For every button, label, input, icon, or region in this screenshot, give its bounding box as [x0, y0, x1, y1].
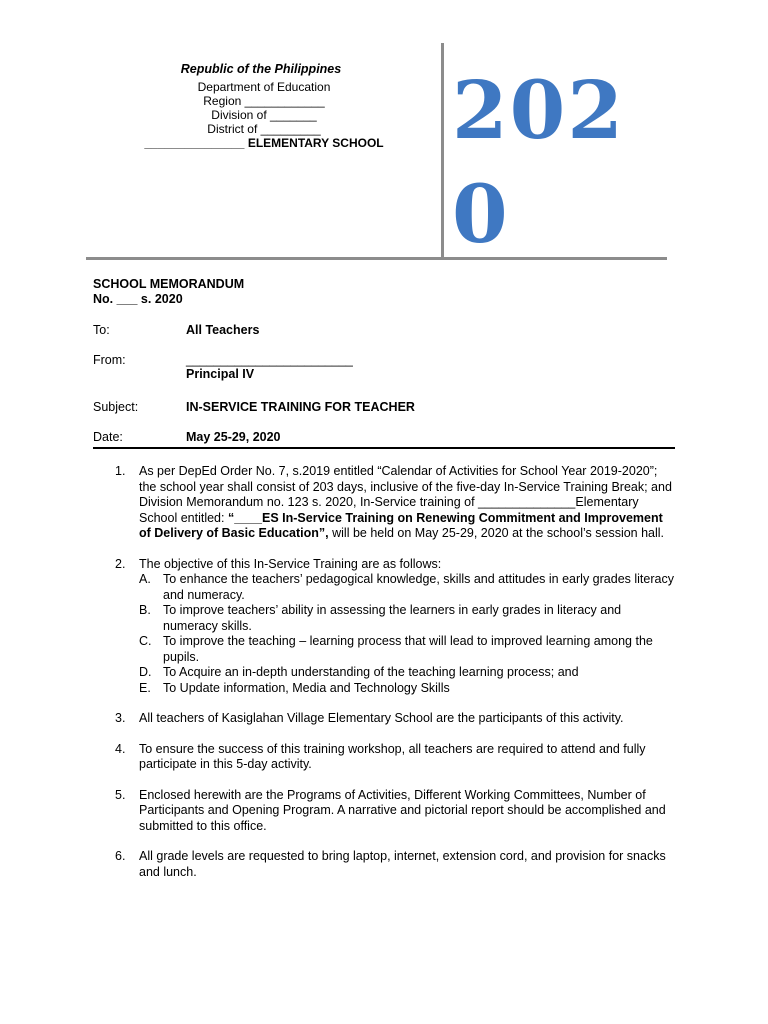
memo-title: SCHOOL MEMORANDUM — [93, 277, 245, 291]
sub-item-letter: B. — [139, 603, 151, 617]
department-line: Department of Education — [197, 80, 331, 94]
to-value: All Teachers — [186, 323, 260, 337]
list-item — [111, 557, 676, 697]
item-number: 3. — [115, 711, 126, 725]
subject-label: Subject: — [93, 400, 139, 414]
item-text: All teachers of Kasiglahan Village Elementary School are the participants of this activity. — [139, 711, 624, 725]
memo-number: No. ___ s. 2020 — [93, 292, 183, 306]
item-text: Enclosed herewith are the Programs of Activities, Different Working Committees, Number of Participants and Opening Program. A narrative and pictorial report should be accomplished and submitted to this office. — [139, 787, 666, 833]
subject-value: IN-SERVICE TRAINING FOR TEACHER — [186, 400, 415, 414]
memo-header — [93, 277, 683, 444]
sub-item-text: To improve the teaching – learning process that will lead to improved learning among the pupils. — [163, 634, 653, 664]
item-number: 6. — [115, 849, 126, 863]
memo-rule — [93, 447, 675, 449]
division-line: Division of _______ — [211, 108, 317, 122]
item-title-bold: “____ES In-Service Training on Renewing Commitment and Improvement of Delivery of Basic Education”, — [139, 510, 663, 540]
memo-body — [111, 464, 676, 895]
item-number: 4. — [115, 741, 126, 756]
letterhead — [86, 62, 442, 150]
sub-item-text: To improve teachers’ ability in assessing the learners in early grades in literacy and numeracy skills. — [163, 603, 622, 633]
sub-item-text: To Update information, Media and Technology Skills — [163, 680, 450, 695]
from-value: Principal IV — [186, 367, 255, 381]
sub-item-letter: A. — [139, 572, 151, 586]
list-item — [111, 742, 676, 773]
year-line-2: 0 — [452, 167, 510, 261]
list-item — [111, 464, 676, 542]
year-display — [452, 58, 642, 266]
sub-item-letter: E. — [139, 680, 151, 695]
item-text: To ensure the success of this training workshop, all teachers are required to attend and fully participate in this 5-day activity. — [139, 741, 646, 771]
from-label: From: — [93, 353, 126, 367]
sub-item — [139, 665, 676, 681]
sub-item-text: To Acquire an in-depth understanding of the teaching learning process; and — [163, 665, 579, 679]
date-value: May 25-29, 2020 — [186, 430, 281, 444]
sub-item — [139, 634, 676, 665]
item-text: All grade levels are requested to bring laptop, internet, extension cord, and provision for snacks and lunch. — [139, 849, 666, 879]
item-text: The objective of this In-Service Training are as follows: — [139, 556, 442, 571]
district-line: District of _________ — [207, 122, 321, 136]
list-item — [111, 849, 676, 880]
date-label: Date: — [93, 430, 123, 444]
year-line-1: 202 — [452, 63, 625, 157]
sub-item — [139, 572, 676, 603]
sub-item-letter: C. — [139, 634, 152, 648]
item-number: 2. — [115, 556, 126, 571]
sub-item-letter: D. — [139, 665, 152, 679]
republic-line: Republic of the Philippines — [180, 62, 342, 76]
header-vertical-divider — [441, 43, 444, 258]
to-label: To: — [93, 323, 110, 337]
list-item — [111, 788, 676, 835]
from-signature-blank: ________________________ — [186, 353, 353, 367]
item-text: As per DepEd Order No. 7, s.2019 entitled “Calendar of Activities for School Year 2019-2020”; the school year shall consist of 203 days, inclusive of the five-day In-Service Training Break; and Division Memorandum no. 123 s. 2020, In-Service training of ______________Elementary School entitled: — [139, 464, 672, 525]
sub-item — [139, 681, 676, 697]
item-number: 1. — [115, 464, 126, 478]
sub-item — [139, 603, 676, 634]
school-line: _______________ ELEMENTARY SCHOOL — [144, 136, 384, 150]
region-line: Region ____________ — [203, 94, 325, 108]
from-value-block — [186, 353, 353, 381]
list-item — [111, 711, 676, 727]
item-text-tail: will be held on May 25-29, 2020 at the school’s session hall. — [328, 526, 665, 540]
item-number: 5. — [115, 787, 126, 802]
sub-item-text: To enhance the teachers’ pedagogical knowledge, skills and attitudes in early grades literacy and numeracy. — [163, 572, 674, 602]
